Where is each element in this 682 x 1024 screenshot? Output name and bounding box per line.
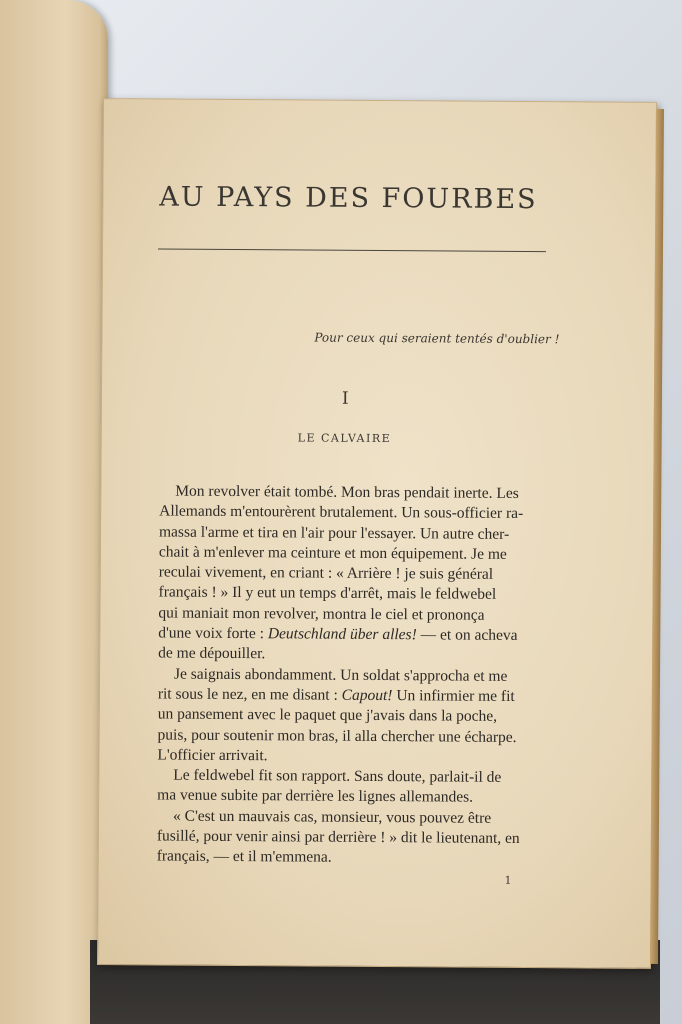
text-line: un pansement avec le paquet que j'avais dans la poche, [157,705,498,726]
text-line: massa l'arme et tira en l'air pour l'essayer. Un autre cher- [158,523,510,543]
text-line: chait à m'enlever ma ceinture et mon équipement. Je me [158,543,507,563]
text-line: puis, pour soutenir mon bras, il alla chercher une écharpe. [157,726,517,746]
text-line: français ! » Il y eut un temps d'arrêt, mais le feldwebel [158,583,497,604]
italic-phrase: Deutschland über alles! [267,625,417,644]
page-number: 1 [504,873,512,887]
text-line: Allemands m'entourèrent brutalement. Un sous-officier ra- [159,502,524,523]
text-line: Je saignais abondamment. Un soldat s'approcha et me [173,665,508,685]
text-line [158,624,558,647]
text-line: Mon revolver était tombé. Mon bras pendait inerte. Les [175,482,519,502]
text-line: « C'est un mauvais cas, monsieur, vous pouvez être [172,807,492,827]
text-segment: Un infirmier me fit [392,687,515,705]
body-text [157,481,560,869]
text-line: L'officier arrivait. [157,746,268,765]
text-line: reculai vivement, en criant : « Arrière ! je suis général [158,563,494,583]
text-line: ma venue subite par derrière les lignes allemandes. [157,786,474,807]
book-page [97,98,657,969]
text-line: Le feldwebel fit son rapport. Sans doute, parlait-il de [173,766,502,787]
text-line: qui maniait mon revolver, montra le ciel et prononça [158,604,485,624]
chapter-number: I [341,388,349,409]
text-line: fusillé, pour venir ainsi par derrière ! » dit le lieutenant, en [156,827,520,848]
text-segment: — et on acheva [416,626,518,645]
text-segment: d'une voix forte : [158,624,268,643]
page-title: AU PAYS DES FOURBES [159,181,538,216]
text-segment: rit sous le nez, en me disant : [157,685,342,704]
italic-phrase: Capout! [341,686,393,705]
text-line: de me dépouiller. [158,644,266,663]
text-line: français, — et il m'emmena. [156,847,332,867]
dedication: Pour ceux qui seraient tentés d'oublier ! [314,330,560,347]
left-page-edge [0,0,108,1024]
chapter-title: LE CALVAIRE [297,431,392,446]
title-rule [158,248,546,252]
text-line [158,684,558,707]
